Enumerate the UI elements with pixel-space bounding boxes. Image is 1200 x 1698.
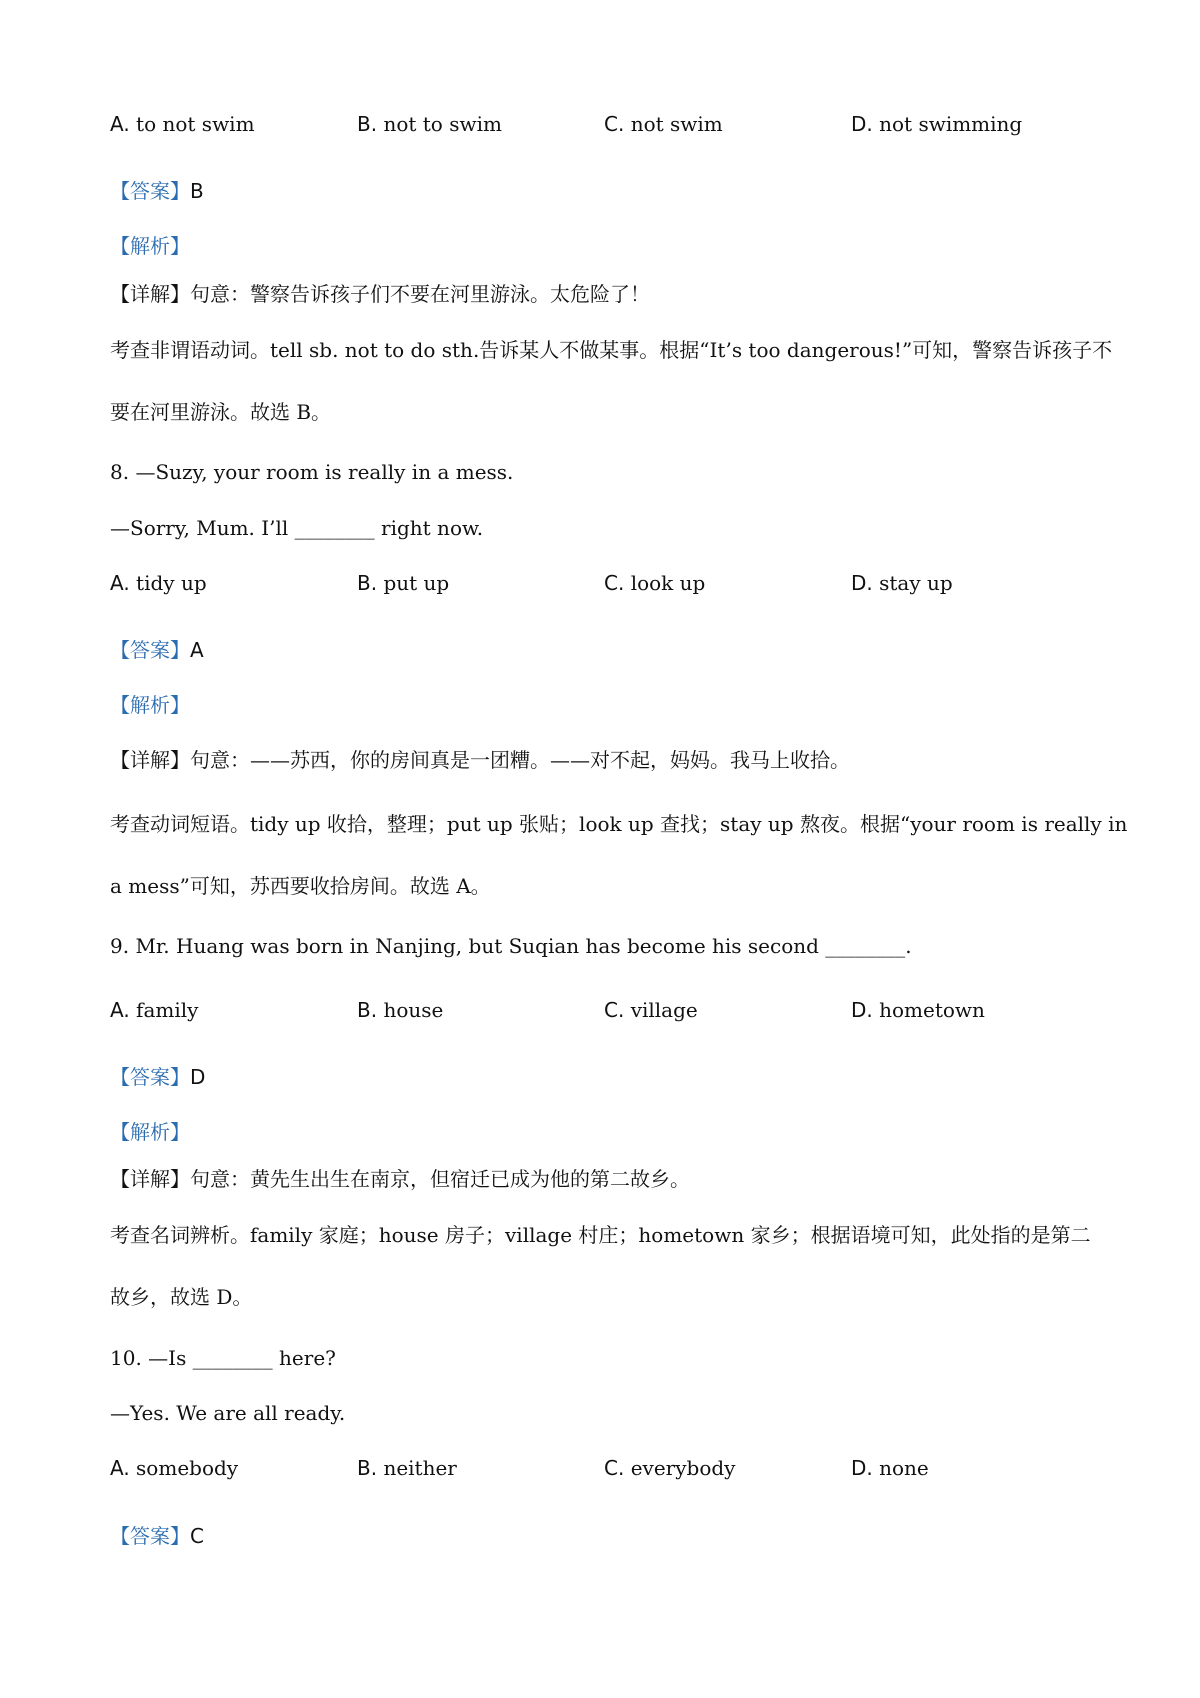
q8-stem-line-2: —Sorry, Mum. I’ll ________ right now. [110,516,484,540]
q8-stem-line-1: 8. —Suzy, your room is really in a mess. [110,460,514,484]
q9-option-b: B. house [357,998,444,1022]
q9-stem: 9. Mr. Huang was born in Nanjing, but Suqian has become his second ________. [110,934,912,958]
q10-stem-line-1: 10. —Is ________ here? [110,1346,336,1370]
q7-options [110,112,1110,142]
q7-explanation-line-1: 考查非谓语动词。tell sb. not to do sth.告诉某人不做某事。根据“It’s too dangerous!”可知，警察告诉孩子不 [110,338,1113,362]
q7-option-b: B. not to swim [357,112,502,136]
q7-analysis-heading: 【解析】 [110,234,190,258]
q9-option-c: C. village [604,998,698,1022]
q7-detail: 【详解】句意：警察告诉孩子们不要在河里游泳。太危险了！ [110,282,650,306]
q8-option-a: A. tidy up [110,571,207,595]
q7-explanation-line-2: 要在河里游泳。故选 B。 [110,400,332,424]
q8-option-b: B. put up [357,571,450,595]
q10-option-b: B. neither [357,1456,457,1480]
q10-answer: 【答案】C [110,1524,204,1548]
q8-explanation-line-2: a mess”可知，苏西要收拾房间。故选 A。 [110,874,491,898]
q7-option-d: D. not swimming [851,112,1023,136]
q9-analysis-heading: 【解析】 [110,1120,190,1144]
q10-option-c: C. everybody [604,1456,736,1480]
q10-stem-line-2: —Yes. We are all ready. [110,1401,346,1425]
q8-options [110,571,1110,601]
q9-explanation-line-1: 考查名词辨析。family 家庭；house 房子；village 村庄；hometown 家乡；根据语境可知，此处指的是第二 [110,1223,1091,1247]
q9-option-a: A. family [110,998,199,1022]
q9-answer: 【答案】D [110,1065,206,1089]
q9-option-d: D. hometown [851,998,985,1022]
q10-options [110,1456,1110,1486]
q8-option-d: D. stay up [851,571,953,595]
q8-analysis-heading: 【解析】 [110,693,190,717]
q8-option-c: C. look up [604,571,706,595]
q10-option-d: D. none [851,1456,929,1480]
q9-explanation-line-2: 故乡，故选 D。 [110,1285,253,1309]
q8-answer: 【答案】A [110,638,204,662]
q8-explanation-line-1: 考查动词短语。tidy up 收拾，整理；put up 张贴；look up 查找；stay up 熬夜。根据“your room is really in [110,812,1128,836]
q7-option-c: C. not swim [604,112,723,136]
q8-detail: 【详解】句意：——苏西，你的房间真是一团糟。——对不起，妈妈。我马上收拾。 [110,748,850,772]
q9-detail: 【详解】句意：黄先生出生在南京，但宿迁已成为他的第二故乡。 [110,1167,690,1191]
q9-options [110,998,1110,1028]
q7-option-a: A. to not swim [110,112,255,136]
q7-answer: 【答案】B [110,179,204,203]
q10-option-a: A. somebody [110,1456,239,1480]
